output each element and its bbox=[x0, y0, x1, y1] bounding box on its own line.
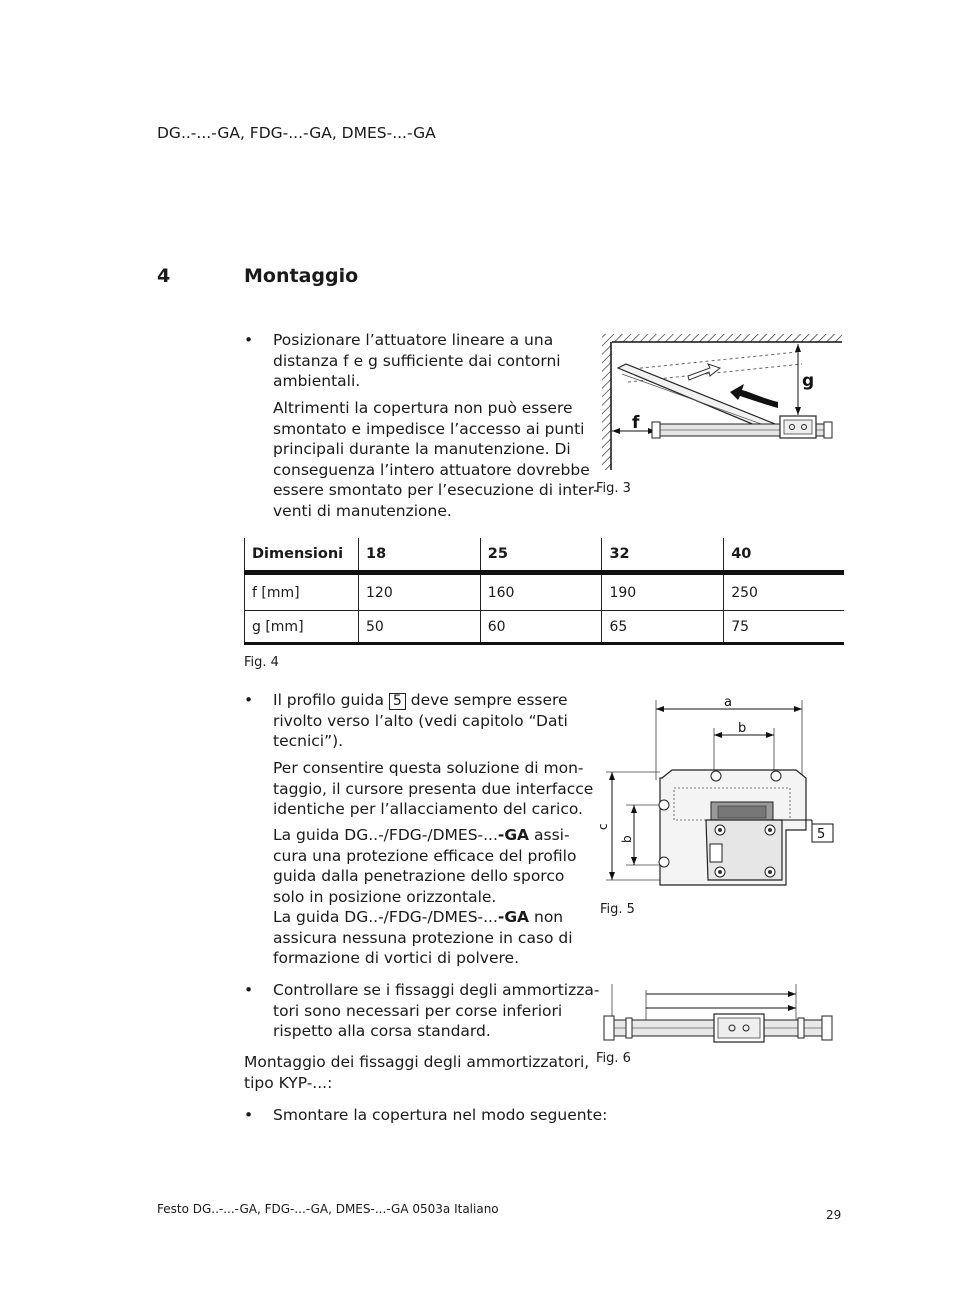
section-title: Montaggio bbox=[244, 265, 359, 287]
table-header-cell: 32 bbox=[602, 538, 724, 573]
paragraph-slide-interfaces: Per consentire questa soluzione di mon- taggio, il cursore presenta due interfacce identiche per l’allacciamento del carico. bbox=[273, 759, 594, 818]
page-number: 29 bbox=[826, 1208, 842, 1222]
bullet-marker: • bbox=[244, 1106, 254, 1124]
fig5-label-b-side: b bbox=[620, 835, 634, 843]
fig5-label-a: a bbox=[724, 695, 732, 710]
table-cell: 65 bbox=[602, 611, 724, 644]
section-number: 4 bbox=[157, 265, 171, 287]
paragraph-maintenance: Altrimenti la copertura non può essere smontato e impedisce l’accesso ai punti principali durante la manutenzione. Di conseguenza l’intero attuatore dovrebbe essere smontato per l’esecuzione di inter- venti di manutenzione. bbox=[273, 399, 599, 520]
table-cell: 50 bbox=[359, 611, 481, 644]
footer-text: Festo DG..-...-GA, FDG-...-GA, DMES-...-GA 0503a Italiano bbox=[157, 1202, 499, 1216]
table-cell: f [mm] bbox=[245, 573, 359, 611]
table-row bbox=[245, 611, 845, 644]
paragraph-mounting-kyp: Montaggio dei fissaggi degli ammortizzatori, tipo KYP-...: bbox=[244, 1053, 590, 1092]
fig5-label-b-top: b bbox=[738, 721, 747, 736]
bullet-marker: • bbox=[244, 331, 254, 349]
fig6-drawing bbox=[598, 980, 840, 1048]
fig5-label-5: 5 bbox=[817, 827, 826, 842]
fig6-caption: Fig. 6 bbox=[596, 1051, 631, 1066]
bullet-text-remove-cover: Smontare la copertura nel modo seguente: bbox=[273, 1106, 608, 1124]
table-header-cell: Dimensioni bbox=[245, 538, 359, 573]
fig4-caption: Fig. 4 bbox=[244, 655, 279, 670]
bullet-text-position: Posizionare l’attuatore lineare a una distanza f e g sufficiente dai contorni ambientali. bbox=[273, 331, 561, 390]
fig3-caption: Fig. 3 bbox=[596, 481, 631, 496]
bullet-text-check-dampers: Controllare se i fissaggi degli ammortizza- tori sono necessari per corse inferiori rispetto alla corsa standard. bbox=[273, 981, 600, 1040]
fig5-label-c: c bbox=[596, 823, 610, 830]
table-row bbox=[245, 573, 845, 611]
fig5-drawing bbox=[596, 690, 841, 890]
bullet-text-guide-profile: Il profilo guida 5 deve sempre essere rivolto verso l’alto (vedi capitolo “Dati tecnici”). bbox=[273, 691, 568, 750]
table-cell: 160 bbox=[480, 573, 602, 611]
fig5-caption: Fig. 5 bbox=[600, 902, 635, 917]
paragraph-ga-protection: La guida DG..-/FDG-/DMES-...-GA assi- cura una protezione efficace del profilo guida dalla penetrazione dello sporco solo in posizione orizzontale. La guida DG..-/FDG-/DMES-...-GA non assicura nessuna protezione in caso di formazione di vortici di polvere. bbox=[273, 826, 577, 967]
fig3-label-g: g bbox=[802, 371, 815, 391]
ref-box-5: 5 bbox=[389, 693, 406, 710]
fig3-drawing bbox=[592, 330, 842, 475]
table-cell: 250 bbox=[724, 573, 844, 611]
table-header-cell: 40 bbox=[724, 538, 844, 573]
running-header: DG..-...-GA, FDG-...-GA, DMES-...-GA bbox=[157, 124, 436, 142]
table-header-row bbox=[245, 538, 845, 573]
bullet-marker: • bbox=[244, 981, 254, 999]
table-header-cell: 25 bbox=[480, 538, 602, 573]
table-header-cell: 18 bbox=[359, 538, 481, 573]
table-cell: 60 bbox=[480, 611, 602, 644]
bullet-marker: • bbox=[244, 691, 254, 709]
table-cell: g [mm] bbox=[245, 611, 359, 644]
dimensions-table bbox=[244, 538, 844, 645]
table-cell: 75 bbox=[724, 611, 844, 644]
table-cell: 190 bbox=[602, 573, 724, 611]
table-cell: 120 bbox=[359, 573, 481, 611]
fig3-label-f: f bbox=[632, 413, 640, 433]
